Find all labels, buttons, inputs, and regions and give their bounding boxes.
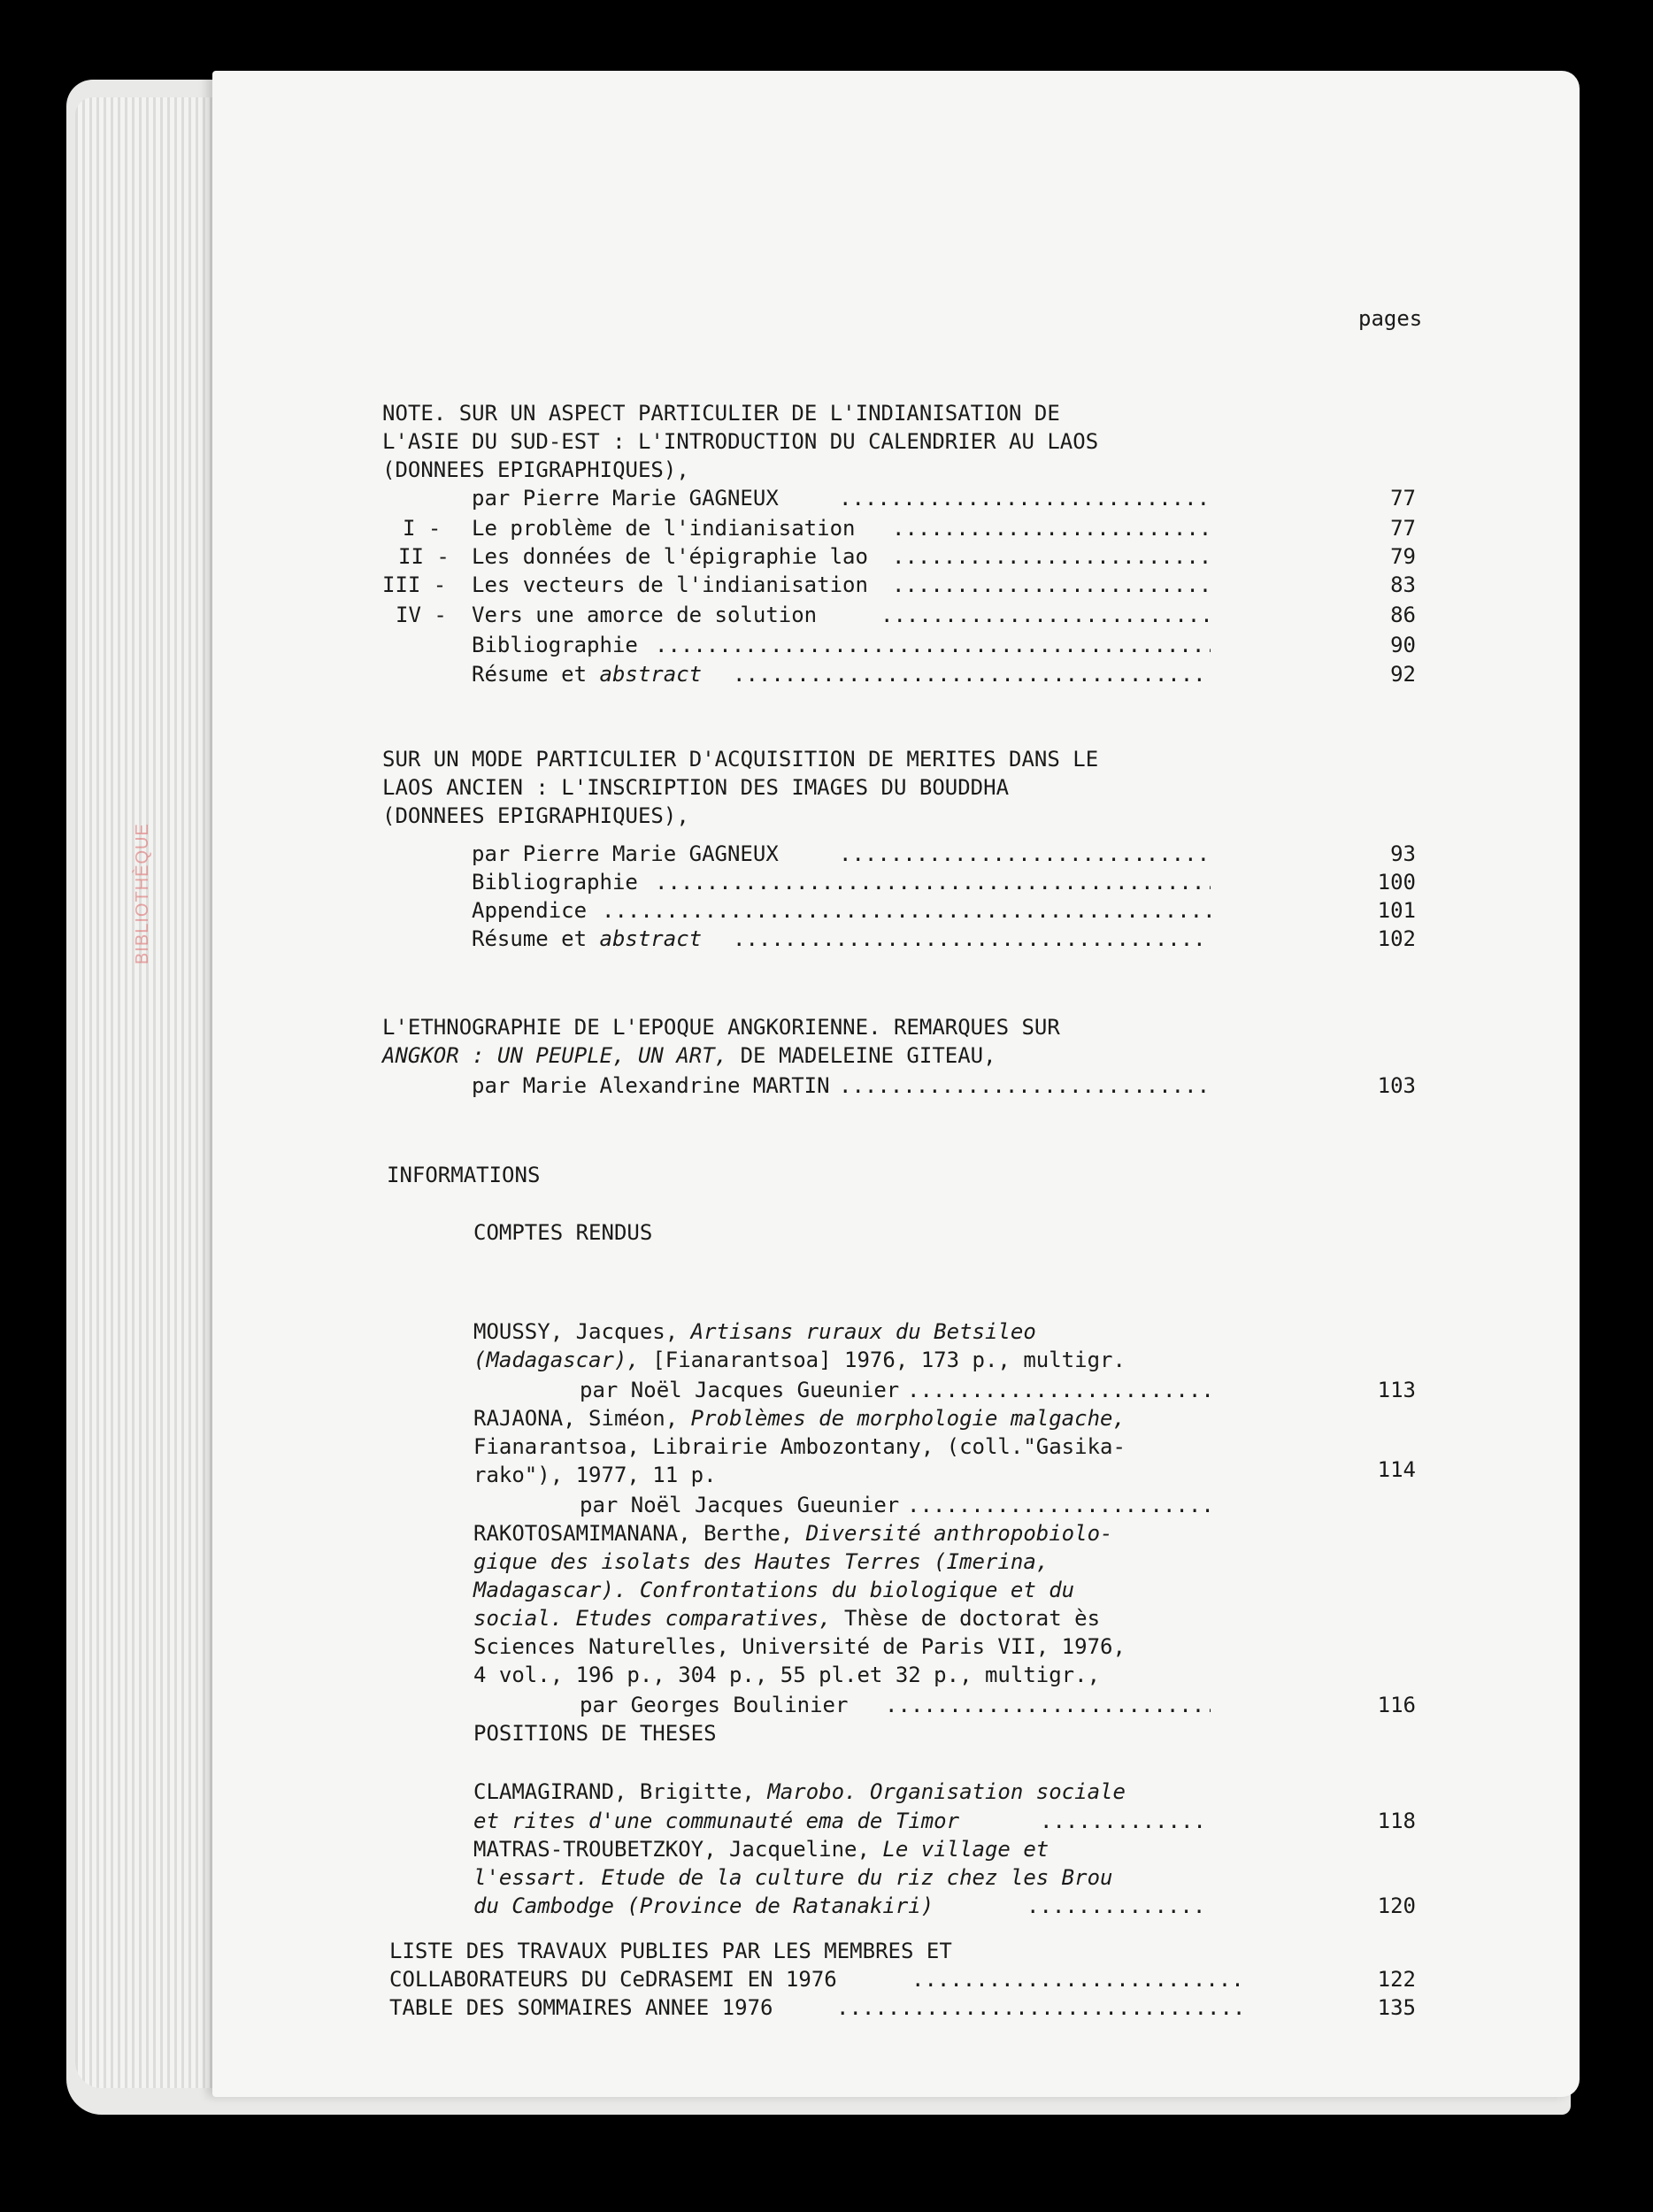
s1-num-3: III - <box>382 572 447 597</box>
s3-title-1: L'ETHNOGRAPHIE DE L'EPOQUE ANGKORIENNE. REMARQUES SUR <box>382 1015 1060 1040</box>
moussy-line-1: MOUSSY, Jacques, Artisans ruraux du Betsileo <box>473 1319 1036 1344</box>
s1-biblio: Bibliographie <box>472 633 638 657</box>
s1-num-4: IV - <box>396 603 447 627</box>
page-number: 135 <box>1377 1995 1416 2020</box>
s1-title-1: NOTE. SUR UN ASPECT PARTICULIER DE L'INDIANISATION DE <box>382 401 1060 426</box>
leader-dots <box>839 841 1211 867</box>
rakoto-reviewer: par Georges Boulinier <box>580 1693 849 1717</box>
page-number: 86 <box>1390 603 1416 627</box>
clama-line-2: et rites d'une communauté ema de Timor <box>473 1809 960 1833</box>
s1-author: par Pierre Marie GAGNEUX <box>472 486 779 511</box>
page-number: 90 <box>1390 633 1416 657</box>
rajaona-line-3: rako"), 1977, 11 p. <box>473 1463 717 1487</box>
page-number: 79 <box>1390 544 1416 569</box>
leader-dots <box>733 661 1211 687</box>
page-number: 77 <box>1390 516 1416 541</box>
matras-line-2: l'essart. Etude de la culture du riz chez les Brou <box>473 1865 1113 1890</box>
page-number: 100 <box>1377 870 1416 895</box>
leader-dots <box>655 869 1211 895</box>
page-number: 93 <box>1390 841 1416 866</box>
leader-dots <box>1026 1893 1211 1919</box>
leader-dots <box>911 1966 1246 1993</box>
leader-dots <box>892 515 1211 541</box>
page-number: 118 <box>1377 1809 1416 1833</box>
leader-dots <box>602 897 1211 924</box>
moussy-line-2: (Madagascar), [Fianarantsoa] 1976, 173 p., multigr. <box>473 1348 1126 1372</box>
leader-dots <box>839 485 1211 511</box>
s1-entry-3: Les vecteurs de l'indianisation <box>472 572 868 597</box>
clama-line-1: CLAMAGIRAND, Brigitte, Marobo. Organisation sociale <box>473 1779 1126 1804</box>
s2-title-3: (DONNEES EPIGRAPHIQUES), <box>382 803 689 828</box>
informations-heading: INFORMATIONS <box>387 1163 541 1187</box>
leader-dots <box>1040 1808 1211 1834</box>
leader-dots <box>907 1492 1211 1518</box>
page-number: 77 <box>1390 486 1416 511</box>
page-number: 113 <box>1377 1378 1416 1402</box>
s1-title-2: L'ASIE DU SUD-EST : L'INTRODUCTION DU CALENDRIER AU LAOS <box>382 429 1099 454</box>
leader-dots <box>655 632 1211 658</box>
table-line: TABLE DES SOMMAIRES ANNEE 1976 <box>389 1995 773 2020</box>
liste-line-2: COLLABORATEURS DU CeDRASEMI EN 1976 <box>389 1967 837 1992</box>
rakoto-line-3: Madagascar). Confrontations du biologique et du <box>473 1578 1075 1602</box>
s1-entry-2: Les données de l'épigraphie lao <box>472 544 868 569</box>
page-number: 83 <box>1390 572 1416 597</box>
page-number: 122 <box>1377 1967 1416 1992</box>
rakoto-line-6: 4 vol., 196 p., 304 p., 55 pl.et 32 p., multigr., <box>473 1663 1101 1687</box>
leader-dots <box>733 926 1211 952</box>
page-number: 116 <box>1377 1693 1416 1717</box>
rakoto-line-4: social. Etudes comparatives, Thèse de doctorat ès <box>473 1606 1101 1631</box>
s1-entry-1: Le problème de l'indianisation <box>472 516 856 541</box>
leader-dots <box>839 1072 1211 1099</box>
s2-biblio: Bibliographie <box>472 870 638 895</box>
library-stamp <box>133 911 504 964</box>
s1-title-3: (DONNEES EPIGRAPHIQUES), <box>382 457 689 482</box>
s3-title-2: ANGKOR : UN PEUPLE, UN ART, DE MADELEINE GITEAU, <box>382 1043 996 1068</box>
page-number: 102 <box>1377 926 1416 951</box>
s1-num-1: I - <box>403 516 442 541</box>
leader-dots <box>880 602 1211 628</box>
s2-title-1: SUR UN MODE PARTICULIER D'ACQUISITION DE MERITES DANS LE <box>382 747 1099 772</box>
pages-label: pages <box>1358 306 1423 331</box>
rajaona-line-1: RAJAONA, Siméon, Problèmes de morphologie malgache, <box>473 1406 1126 1431</box>
s2-title-2: LAOS ANCIEN : L'INSCRIPTION DES IMAGES DU BOUDDHA <box>382 775 1010 800</box>
page-number: 114 <box>1377 1457 1416 1482</box>
s2-author: par Pierre Marie GAGNEUX <box>472 841 779 866</box>
rakoto-line-1: RAKOTOSAMIMANANA, Berthe, Diversité anthropobiolo- <box>473 1521 1113 1546</box>
matras-line-3: du Cambodge (Province de Ratanakiri) <box>473 1893 934 1918</box>
comptes-rendus-heading: COMPTES RENDUS <box>473 1220 653 1245</box>
moussy-reviewer: par Noël Jacques Gueunier <box>580 1378 900 1402</box>
rajaona-line-2: Fianarantsoa, Librairie Ambozontany, (coll."Gasika- <box>473 1434 1126 1459</box>
leader-dots <box>836 1994 1246 2021</box>
liste-line-1: LISTE DES TRAVAUX PUBLIES PAR LES MEMBRES ET <box>389 1939 952 1963</box>
leader-dots <box>885 1692 1211 1718</box>
s2-resume: Résume et abstract <box>472 926 703 951</box>
s2-appendice: Appendice <box>472 898 588 923</box>
s3-author: par Marie Alexandrine MARTIN <box>472 1073 830 1098</box>
leader-dots <box>907 1377 1211 1403</box>
s1-num-2: II - <box>398 544 450 569</box>
leader-dots <box>892 572 1211 598</box>
page-number: 101 <box>1377 898 1416 923</box>
rakoto-line-5: Sciences Naturelles, Université de Paris VII, 1976, <box>473 1634 1126 1659</box>
s1-resume: Résume et abstract <box>472 662 703 687</box>
page-number: 103 <box>1377 1073 1416 1098</box>
page-number: 92 <box>1390 662 1416 687</box>
rajaona-reviewer: par Noël Jacques Gueunier <box>580 1493 900 1517</box>
leader-dots <box>892 543 1211 570</box>
positions-heading: POSITIONS DE THESES <box>473 1721 717 1746</box>
page-number: 120 <box>1377 1893 1416 1918</box>
rakoto-line-2: gique des isolats des Hautes Terres (Imerina, <box>473 1549 1049 1574</box>
matras-line-1: MATRAS-TROUBETZKOY, Jacqueline, Le village et <box>473 1837 1049 1862</box>
s1-entry-4: Vers une amorce de solution <box>472 603 818 627</box>
